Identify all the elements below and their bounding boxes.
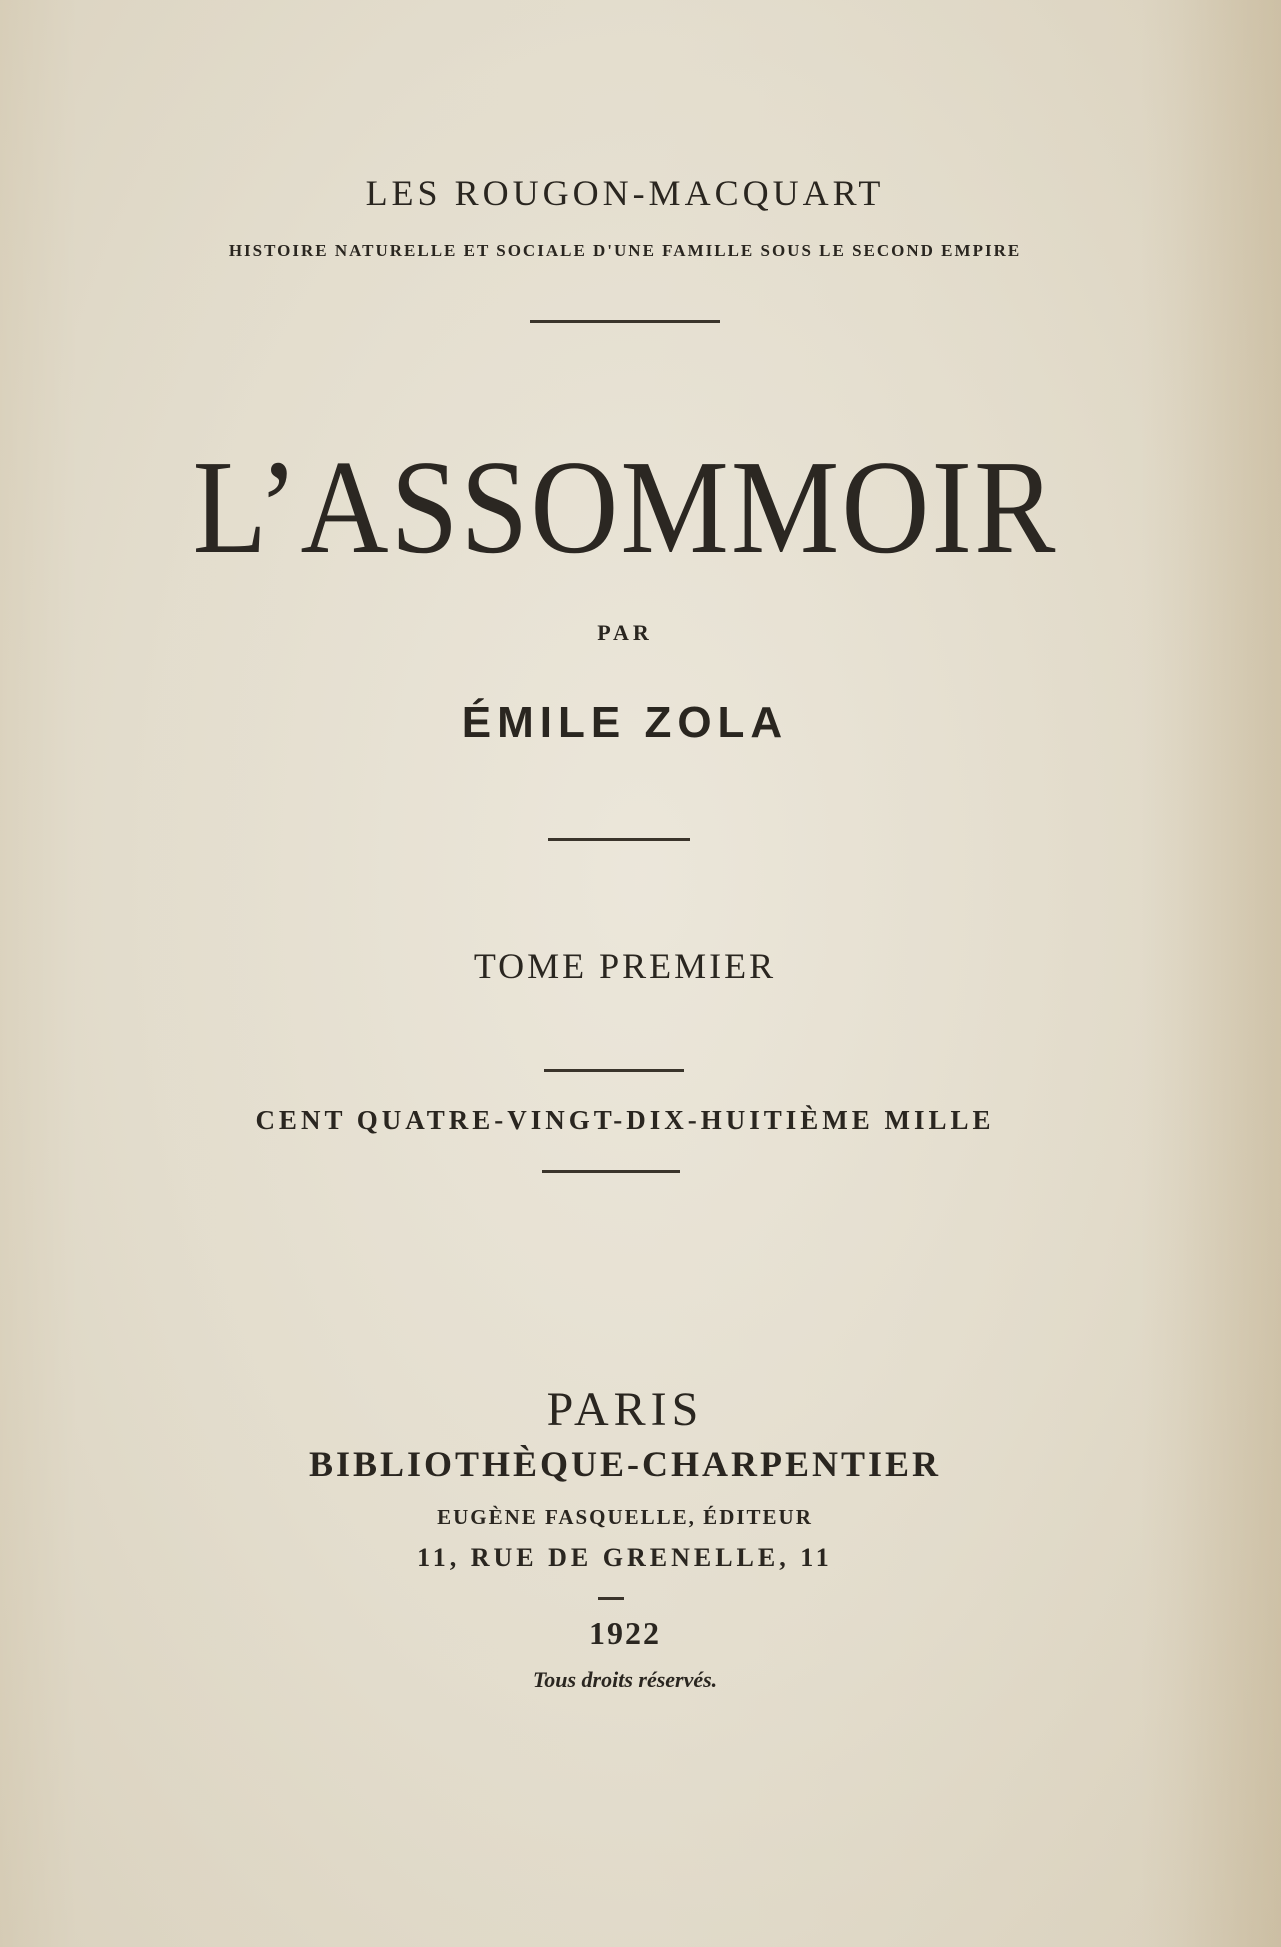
by-label: PAR [597,620,653,645]
imprint-publisher: BIBLIOTHÈQUE-CHARPENTIER [308,1444,942,1484]
edition-statement: CENT QUATRE-VINGT-DIX-HUITIÈME MILLE [255,1105,995,1135]
divider-rule [548,838,690,841]
author-name: ÉMILE ZOLA [461,698,789,747]
divider-rule [544,1069,684,1072]
series-subtitle: HISTOIRE NATURELLE ET SOCIALE D'UNE FAMILLE SOUS LE SECOND EMPIRE [228,241,1022,260]
imprint-year: 1922 [589,1615,661,1651]
imprint-address: 11, RUE DE GRENELLE, 11 [417,1543,833,1572]
rights-notice: Tous droits réservés. [532,1667,718,1692]
divider-rule [598,1597,624,1600]
book-title: L’ASSOMMOIR [192,433,1058,582]
imprint-city: PARIS [546,1383,704,1436]
volume-label: TOME PREMIER [473,946,777,986]
divider-rule [542,1170,680,1173]
divider-rule [530,320,720,323]
imprint-editor: EUGÈNE FASQUELLE, ÉDITEUR [437,1505,813,1529]
series-title: LES ROUGON-MACQUART [365,173,885,213]
